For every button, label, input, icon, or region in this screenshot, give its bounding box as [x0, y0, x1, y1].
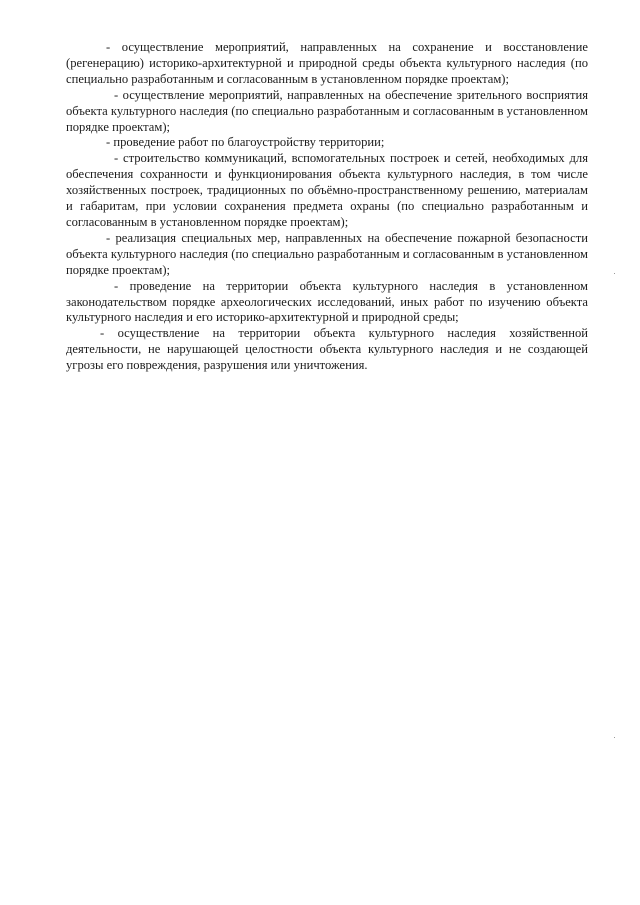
scan-speck [614, 737, 615, 738]
scan-speck [614, 273, 615, 274]
list-item-landscaping: - проведение работ по благоустройству территории; [106, 135, 385, 150]
document-body [66, 40, 588, 374]
list-item-archaeology: - проведение на территории объекта культурного наследия в установленном законодательством порядке археологических исследований, иных работ по изучению объекта культурного наследия и его историко-архитектурной и природной среды; [66, 278, 588, 325]
list-item-restoration: - осуществление мероприятий, направленных на сохранение и восстановление (регенерацию) историко-архитектурной и природной среды объекта культурного наследия (по специально разработанным и согласованным в установленном порядке проектам); [66, 40, 588, 86]
list-item-economic-activity: - осуществление на территории объекта культурного наследия хозяйственной деятельности, не нарушающей целостности объекта культурного наследия и не создающей угрозы его повреждения, разрушения или уничтожения. [66, 326, 588, 373]
list-item-visual-perception: - осуществление мероприятий, направленных на обеспечение зрительного восприятия объекта культурного наследия (по специально разработанным и согласованным в установленном порядке проектам); [66, 87, 588, 134]
list-item-fire-safety: - реализация специальных мер, направленных на обеспечение пожарной безопасности объекта культурного наследия (по специально разработанным и согласованным в установленном порядке проектам); [66, 230, 588, 277]
list-item-construction: - строительство коммуникаций, вспомогательных построек и сетей, необходимых для обеспечения сохранности и функционирования объекта культурного наследия, в том числе хозяйственных построек, традиционных по объёмно-пространственному решению, материалам и габаритам, при условии сохранения предмета охраны (по специально разработанным и согласованным в установленном порядке проектам); [66, 151, 588, 229]
